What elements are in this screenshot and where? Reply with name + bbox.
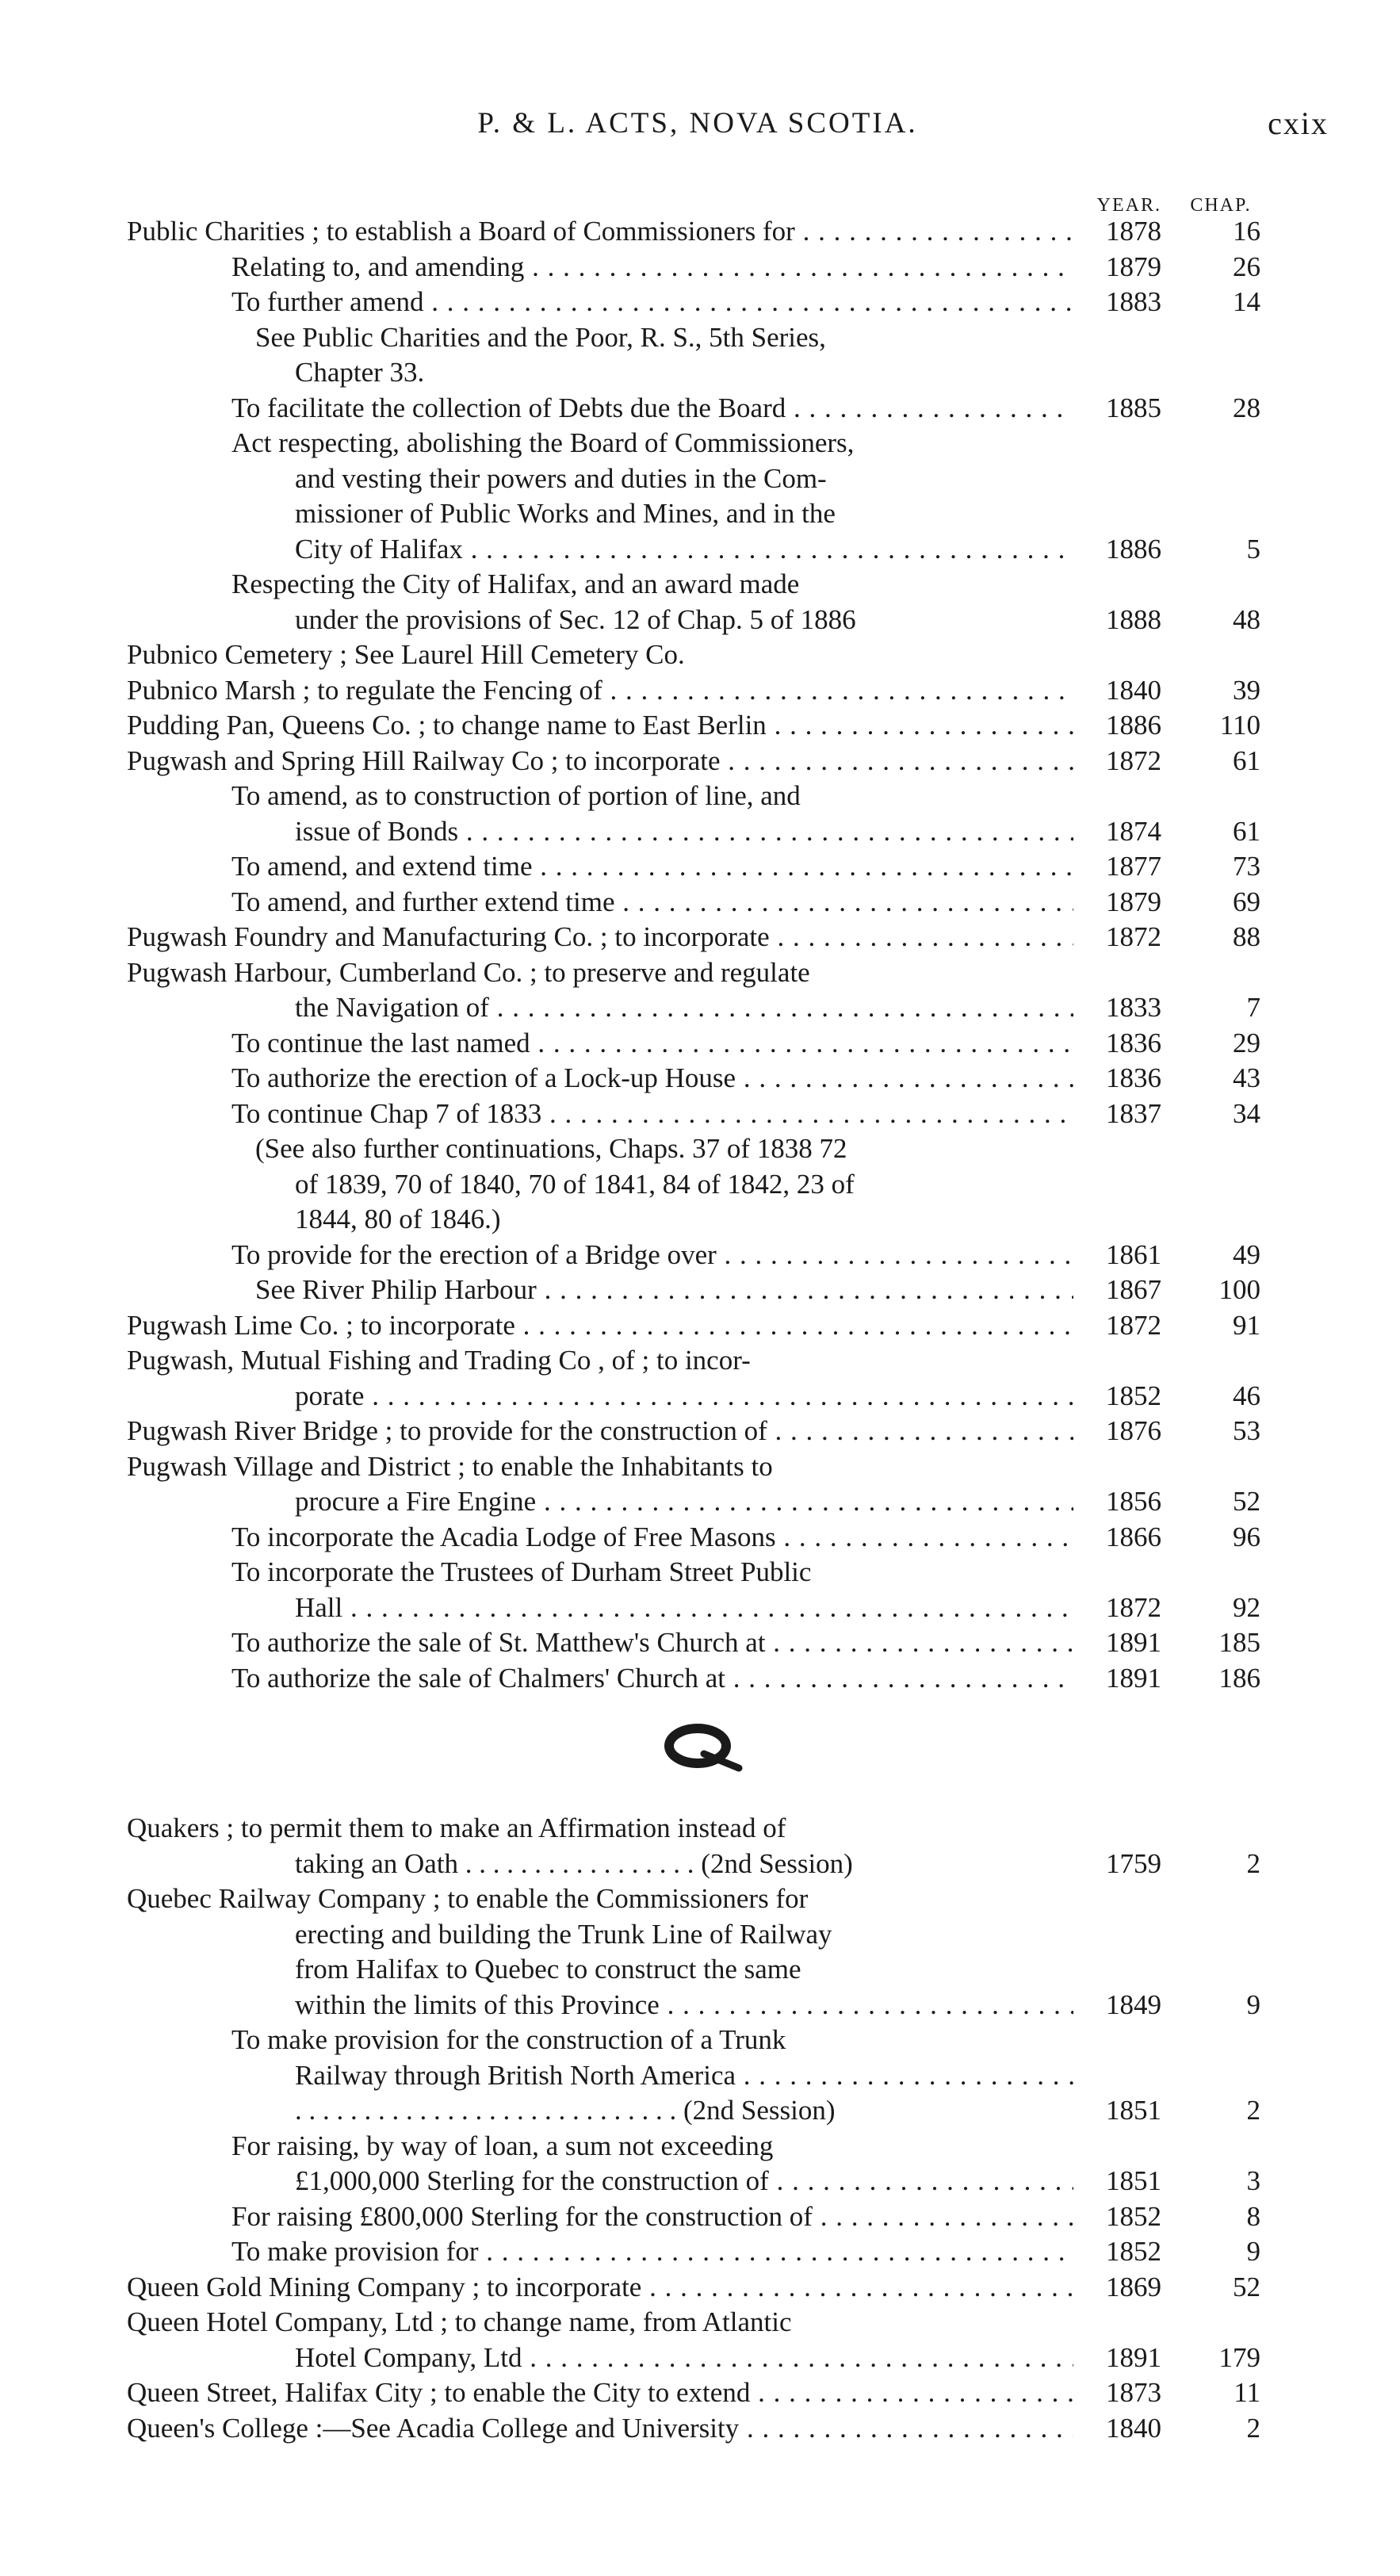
index-entry xyxy=(0,214,1400,250)
entry-year: 1878 xyxy=(1106,216,1161,247)
entry-text: Respecting the City of Halifax, and an award made xyxy=(231,568,800,599)
index-entry xyxy=(0,1847,1400,1882)
entry-text: £1,000,000 Sterling for the construction of . . . xyxy=(295,2164,1073,2199)
entry-text: porate . . . xyxy=(295,1379,1073,1414)
entry-text: For raising £800,000 Sterling for the construction of . . . xyxy=(231,2199,1073,2235)
entry-text: procure a Fire Engine . . . xyxy=(295,1484,1073,1520)
entry-year: 1866 xyxy=(1106,1521,1161,1552)
index-entry xyxy=(0,2129,1400,2165)
index-entry xyxy=(0,637,1400,673)
entry-chapter: 92 xyxy=(1233,1591,1260,1623)
entry-chapter: 49 xyxy=(1233,1238,1260,1270)
section-letter-q xyxy=(658,1719,745,1774)
entry-chapter: 96 xyxy=(1233,1521,1260,1552)
entry-chapter: 26 xyxy=(1233,251,1260,282)
entry-year: 1888 xyxy=(1106,603,1161,635)
index-entry xyxy=(0,603,1400,638)
index-entry xyxy=(0,1917,1400,1953)
entry-text: To further amend . . . xyxy=(231,285,1073,320)
entry-text: issue of Bonds . . . xyxy=(295,814,1073,850)
entry-year: 1879 xyxy=(1106,886,1161,917)
index-entry xyxy=(0,391,1400,427)
entry-text: Pugwash River Bridge ; to provide for the construction of . . . xyxy=(127,1414,1073,1449)
entry-text: To amend, and extend time . . . xyxy=(231,849,1073,885)
entry-text: from Halifax to Quebec to construct the same xyxy=(295,1954,801,1985)
index-entry xyxy=(0,1131,1400,1167)
entry-text: Pugwash Harbour, Cumberland Co. ; to preserve and regulate xyxy=(127,956,810,988)
entry-text: Pugwash Village and District ; to enable the Inhabitants to xyxy=(127,1450,773,1482)
entry-year: 1852 xyxy=(1106,2200,1161,2232)
index-entry xyxy=(0,1026,1400,1062)
entry-text: See Public Charities and the Poor, R. S., 5th Series, xyxy=(255,321,826,353)
entry-text: and vesting their powers and duties in the Com- xyxy=(295,462,827,494)
index-entry xyxy=(0,990,1400,1026)
entry-year: 1872 xyxy=(1106,921,1161,952)
index-entry xyxy=(0,1061,1400,1097)
index-entry xyxy=(0,496,1400,532)
entry-year: 1891 xyxy=(1106,2341,1161,2373)
index-entry xyxy=(0,1379,1400,1414)
entry-chapter: 110 xyxy=(1219,710,1260,741)
entry-chapter: 88 xyxy=(1233,921,1260,952)
entry-text: Queen Gold Mining Company ; to incorporate . . . xyxy=(127,2270,1073,2306)
index-entry xyxy=(0,1238,1400,1273)
entry-chapter: 3 xyxy=(1246,2165,1260,2196)
entry-chapter: 73 xyxy=(1233,851,1260,882)
entry-chapter: 34 xyxy=(1233,1097,1260,1129)
entry-chapter: 43 xyxy=(1233,1062,1260,1093)
entry-year: 1874 xyxy=(1106,815,1161,847)
entry-text: Pubnico Cemetery ; See Laurel Hill Cemetery Co. xyxy=(127,639,685,670)
entry-text: . . . . . . . . . . . . . . . . . . . . . . . . . . . . (2nd Session) xyxy=(295,2095,836,2126)
index-entry xyxy=(0,1308,1400,1344)
index-entry xyxy=(0,1273,1400,1308)
entry-text: To incorporate the Acadia Lodge of Free Masons . . . xyxy=(231,1520,1073,1556)
section-p-entries xyxy=(0,214,1400,1696)
entry-chapter: 52 xyxy=(1233,2271,1260,2302)
entry-year: 1840 xyxy=(1106,674,1161,706)
entry-year: 1872 xyxy=(1106,1591,1161,1623)
entry-chapter: 100 xyxy=(1218,1274,1260,1305)
entry-year: 1852 xyxy=(1106,1380,1161,1411)
entry-text: Railway through British North America . . . xyxy=(295,2058,1073,2094)
entry-chapter: 29 xyxy=(1233,1027,1260,1058)
entry-text: Queen Street, Halifax City ; to enable the City to extend . . . xyxy=(127,2375,1073,2411)
index-entry xyxy=(0,1952,1400,1988)
index-entry xyxy=(0,285,1400,320)
index-entry xyxy=(0,2234,1400,2270)
entry-text: City of Halifax . . . xyxy=(295,532,1073,568)
entry-text: Chapter 33. xyxy=(295,357,425,388)
entry-text: missioner of Public Works and Mines, and in the xyxy=(295,498,836,529)
index-entry xyxy=(0,1661,1400,1697)
entry-text: See River Philip Harbour . . . xyxy=(255,1273,1073,1308)
index-entry xyxy=(0,2341,1400,2376)
page-header xyxy=(0,101,1400,149)
index-entry xyxy=(0,1097,1400,1132)
entry-year: 1877 xyxy=(1106,851,1161,882)
entry-chapter: 91 xyxy=(1233,1309,1260,1341)
entry-year: 1851 xyxy=(1106,2165,1161,2196)
index-entry xyxy=(0,1555,1400,1590)
entry-chapter: 2 xyxy=(1246,1847,1260,1879)
entry-text: taking an Oath . . . . . . . . . . . . . . . . . (2nd Session) xyxy=(295,1847,853,1879)
entry-text: To authorize the sale of Chalmers' Church at . . . xyxy=(231,1661,1073,1697)
entry-text: To amend, and further extend time . . . xyxy=(231,885,1073,921)
entry-text: of 1839, 70 of 1840, 70 of 1841, 84 of 1842, 23 of xyxy=(295,1168,855,1200)
entry-text: To amend, as to construction of portion of line, and xyxy=(231,780,801,811)
entry-year: 1872 xyxy=(1106,744,1161,776)
index-entry xyxy=(0,849,1400,885)
entry-chapter: 7 xyxy=(1246,992,1260,1023)
index-entry xyxy=(0,744,1400,779)
index-entry xyxy=(0,955,1400,991)
entry-year: 1856 xyxy=(1106,1486,1161,1517)
entry-text: To authorize the erection of a Lock-up House . . . xyxy=(231,1061,1073,1097)
entry-year: 1886 xyxy=(1106,710,1161,741)
entry-year: 1849 xyxy=(1106,1988,1161,2020)
index-entry xyxy=(0,2023,1400,2058)
entry-text: Hall . . . xyxy=(295,1590,1073,1626)
entry-chapter: 39 xyxy=(1233,674,1260,706)
entry-chapter: 48 xyxy=(1233,603,1260,635)
index-entry xyxy=(0,250,1400,285)
entry-year: 1837 xyxy=(1106,1097,1161,1129)
entry-text: Relating to, and amending . . . xyxy=(231,250,1073,285)
entry-text: To facilitate the collection of Debts due the Board . . . xyxy=(231,391,1073,427)
index-entry xyxy=(0,2305,1400,2341)
entry-year: 1883 xyxy=(1106,286,1161,317)
entry-year: 1836 xyxy=(1106,1062,1161,1093)
entry-year: 1891 xyxy=(1106,1662,1161,1694)
entry-year: 1867 xyxy=(1106,1274,1161,1305)
entry-text: To incorporate the Trustees of Durham Street Public xyxy=(231,1556,812,1587)
index-entry xyxy=(0,1449,1400,1485)
index-entry xyxy=(0,1414,1400,1449)
entry-year: 1873 xyxy=(1106,2377,1161,2408)
entry-year: 1876 xyxy=(1106,1415,1161,1446)
entry-year: 1840 xyxy=(1106,2412,1161,2444)
entry-text: 1844, 80 of 1846.) xyxy=(295,1204,501,1234)
entry-chapter: 52 xyxy=(1233,1486,1260,1517)
index-entry xyxy=(0,2093,1400,2129)
entry-text: Queen's College :—See Acadia College and University . . . xyxy=(127,2411,1073,2447)
entry-year: 1759 xyxy=(1106,1847,1161,1879)
entry-year: 1833 xyxy=(1106,992,1161,1023)
entry-chapter: 61 xyxy=(1233,815,1260,847)
index-entry xyxy=(0,2199,1400,2235)
entry-text: Public Charities ; to establish a Board of Commissioners for . . . xyxy=(127,214,1073,250)
index-entry xyxy=(0,1343,1400,1379)
entry-year: 1885 xyxy=(1106,392,1161,423)
index-entry xyxy=(0,355,1400,391)
index-entry xyxy=(0,1520,1400,1556)
entry-text: To continue Chap 7 of 1833 . . . xyxy=(231,1097,1073,1132)
year-column-header: YEAR. xyxy=(1096,195,1161,216)
entry-year: 1861 xyxy=(1106,1238,1161,1270)
entry-chapter: 2 xyxy=(1246,2412,1260,2444)
entry-year: 1872 xyxy=(1106,1309,1161,1341)
entry-text: Pugwash Foundry and Manufacturing Co. ; to incorporate . . . xyxy=(127,920,1073,955)
entry-chapter: 179 xyxy=(1218,2341,1260,2373)
index-entry xyxy=(0,708,1400,744)
entry-text: Pugwash, Mutual Fishing and Trading Co , of ; to incor- xyxy=(127,1345,751,1376)
entry-text: Pugwash Lime Co. ; to incorporate . . . xyxy=(127,1308,1073,1344)
entry-text: (See also further continuations, Chaps. 37 of 1838 72 xyxy=(255,1133,847,1164)
entry-text: Pudding Pan, Queens Co. ; to change name to East Berlin . . . xyxy=(127,708,1073,744)
index-entry xyxy=(0,2270,1400,2306)
entry-chapter: 8 xyxy=(1246,2200,1260,2232)
entry-text: To provide for the erection of a Bridge over . . . xyxy=(231,1238,1073,1273)
entry-chapter: 69 xyxy=(1233,886,1260,917)
entry-text: Hotel Company, Ltd . . . xyxy=(295,2341,1073,2376)
index-entry xyxy=(0,1988,1400,2023)
entry-text: To continue the last named . . . xyxy=(231,1026,1073,1062)
entry-year: 1879 xyxy=(1106,251,1161,282)
chap-column-header: CHAP. xyxy=(1190,195,1252,216)
entry-year: 1891 xyxy=(1106,1627,1161,1658)
entry-text: the Navigation of . . . xyxy=(295,990,1073,1026)
index-entry xyxy=(0,920,1400,955)
entry-chapter: 11 xyxy=(1234,2377,1260,2408)
entry-text: within the limits of this Province . . . xyxy=(295,1988,1073,2023)
entry-chapter: 9 xyxy=(1246,2236,1260,2267)
index-entry xyxy=(0,320,1400,356)
entry-year: 1869 xyxy=(1106,2271,1161,2302)
index-entry xyxy=(0,814,1400,850)
entry-chapter: 46 xyxy=(1233,1380,1260,1411)
entry-chapter: 5 xyxy=(1246,533,1260,565)
section-q-entries xyxy=(0,1811,1400,2446)
entry-chapter: 186 xyxy=(1218,1662,1260,1694)
index-entry xyxy=(0,2411,1400,2447)
index-entry xyxy=(0,1590,1400,1626)
entry-year: 1851 xyxy=(1106,2095,1161,2126)
index-entry xyxy=(0,461,1400,497)
index-entry xyxy=(0,1881,1400,1917)
index-entry xyxy=(0,532,1400,568)
index-entry xyxy=(0,426,1400,461)
running-title: P. & L. ACTS, NOVA SCOTIA. xyxy=(477,107,918,140)
entry-text: To authorize the sale of St. Matthew's Church at . . . xyxy=(231,1625,1073,1661)
entry-text: Pubnico Marsh ; to regulate the Fencing of . . . xyxy=(127,673,1073,709)
page-number: cxix xyxy=(1268,105,1329,141)
entry-year: 1836 xyxy=(1106,1027,1161,1058)
index-entry xyxy=(0,1811,1400,1847)
entry-text: For raising, by way of loan, a sum not exceeding xyxy=(231,2130,774,2161)
entry-text: Act respecting, abolishing the Board of Commissioners, xyxy=(231,427,855,458)
entry-chapter: 185 xyxy=(1218,1627,1260,1658)
index-entry xyxy=(0,2058,1400,2094)
index-entry xyxy=(0,1625,1400,1661)
index-entry xyxy=(0,2164,1400,2199)
index-entry xyxy=(0,673,1400,709)
entry-chapter: 16 xyxy=(1233,216,1260,247)
index-entry xyxy=(0,2375,1400,2411)
index-entry xyxy=(0,567,1400,603)
entry-text: under the provisions of Sec. 12 of Chap. 5 of 1886 xyxy=(295,603,856,635)
index-entry xyxy=(0,779,1400,814)
entry-chapter: 28 xyxy=(1233,392,1260,423)
entry-text: To make provision for . . . xyxy=(231,2234,1073,2270)
entry-text: Queen Hotel Company, Ltd ; to change name, from Atlantic xyxy=(127,2306,792,2337)
entry-text: Pugwash and Spring Hill Railway Co ; to incorporate . . . xyxy=(127,744,1073,779)
entry-chapter: 53 xyxy=(1233,1415,1260,1446)
entry-text: Quebec Railway Company ; to enable the Commissioners for xyxy=(127,1883,809,1914)
entry-text: Quakers ; to permit them to make an Affirmation instead of xyxy=(127,1812,786,1843)
entry-year: 1886 xyxy=(1106,533,1161,565)
index-entry xyxy=(0,1202,1400,1238)
entry-year: 1852 xyxy=(1106,2236,1161,2267)
entry-text: erecting and building the Trunk Line of Railway xyxy=(295,1918,832,1950)
index-entry xyxy=(0,1167,1400,1203)
index-entry xyxy=(0,1484,1400,1520)
entry-chapter: 61 xyxy=(1233,744,1260,776)
index-entry xyxy=(0,885,1400,921)
entry-text: To make provision for the construction of a Trunk xyxy=(231,2024,786,2055)
entry-chapter: 9 xyxy=(1246,1988,1260,2020)
entry-chapter: 14 xyxy=(1233,286,1260,317)
entry-chapter: 2 xyxy=(1246,2095,1260,2126)
